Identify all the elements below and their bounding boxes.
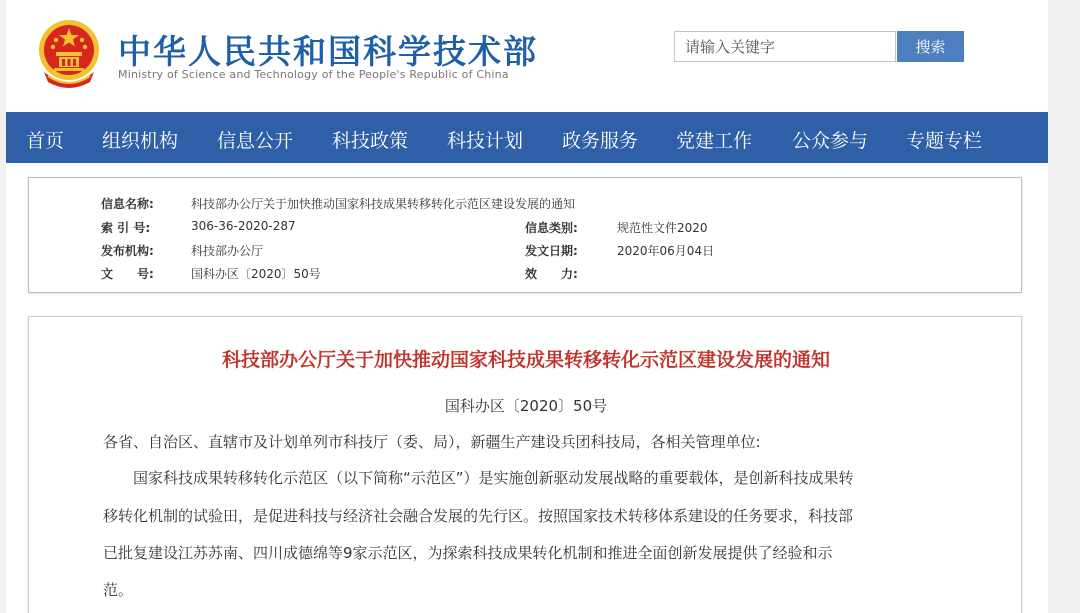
- nav-item-policy[interactable]: 科技政策: [332, 130, 409, 152]
- info-name-label: 信息名称:: [101, 197, 154, 211]
- search-button[interactable]: 搜索: [897, 31, 964, 62]
- site-title: 中华人民共和国科学技术部: [118, 32, 538, 71]
- site-header: [6, 0, 1048, 112]
- search-input[interactable]: [674, 31, 896, 62]
- national-emblem-icon[interactable]: [36, 16, 102, 90]
- article-doc-number: 国科办区〔2020〕50号: [444, 397, 608, 415]
- info-date-label: 发文日期:: [525, 244, 578, 258]
- nav-item-party[interactable]: 党建工作: [676, 130, 753, 152]
- paragraph-line: 范。: [103, 581, 134, 599]
- nav-item-programs[interactable]: 科技计划: [447, 130, 524, 152]
- info-category-label: 信息类别:: [525, 221, 578, 235]
- nav-item-topics[interactable]: 专题专栏: [906, 130, 983, 152]
- info-index-label: 索 引 号:: [101, 221, 151, 235]
- paragraph-line: 国家科技成果转移转化示范区（以下简称“示范区”）是实施创新驱动发展战略的重要载体，是创新科技成果转: [133, 469, 854, 487]
- paragraph-line: 已批复建设江苏苏南、四川成德绵等9家示范区，为探索科技成果转化机制和推进全面创新发展提供了经验和示: [103, 544, 833, 562]
- article-salutation: 各省、自治区、直辖市及计划单列市科技厅（委、局），新疆生产建设兵团科技局，各相关管理单位:: [103, 433, 761, 451]
- info-docno-value: 国科办区〔2020〕50号: [191, 267, 321, 281]
- info-publisher-value: 科技部办公厅: [191, 244, 264, 258]
- main-nav: [6, 112, 1048, 163]
- info-publisher-label: 发布机构:: [101, 244, 154, 258]
- nav-item-information[interactable]: 信息公开: [217, 130, 294, 152]
- nav-item-organization[interactable]: 组织机构: [102, 130, 179, 152]
- info-docno-label: 文 号:: [101, 267, 154, 281]
- info-category-value: 规范性文件2020: [617, 221, 708, 235]
- nav-item-public[interactable]: 公众参与: [792, 130, 869, 152]
- info-index-value: 306-36-2020-287: [191, 219, 296, 233]
- paragraph-line: 移转化机制的试验田，是促进科技与经济社会融合发展的先行区。按照国家技术转移体系建设的任务要求，科技部: [103, 507, 854, 525]
- info-name-value: 科技部办公厅关于加快推动国家科技成果转移转化示范区建设发展的通知: [191, 197, 576, 211]
- nav-item-home[interactable]: 首页: [26, 130, 65, 152]
- page: [6, 0, 1048, 613]
- article-body: [28, 316, 1022, 613]
- article-title: 科技部办公厅关于加快推动国家科技成果转移转化示范区建设发展的通知: [221, 349, 830, 371]
- nav-item-services[interactable]: 政务服务: [562, 130, 639, 152]
- document-info-box: [28, 177, 1022, 293]
- info-date-value: 2020年06月04日: [617, 244, 715, 258]
- site-subtitle: Ministry of Science and Technology of the People's Republic of China: [118, 68, 509, 81]
- info-validity-label: 效 力:: [525, 267, 578, 281]
